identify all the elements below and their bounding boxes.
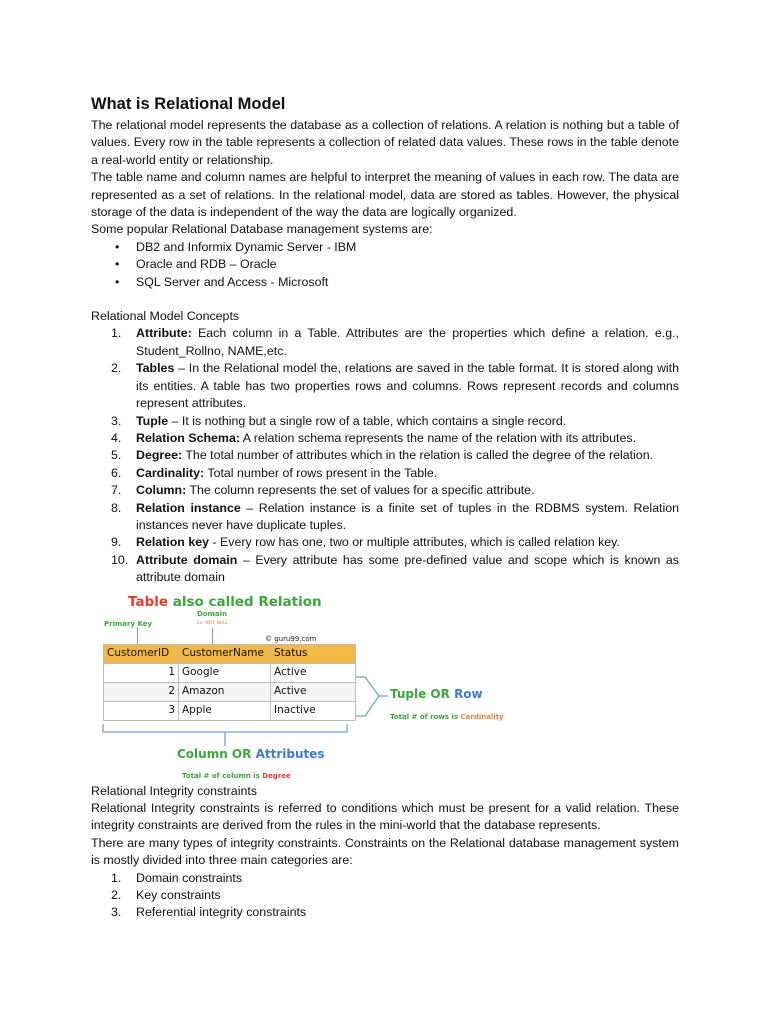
degree-text: Total # of column is (182, 771, 263, 780)
category-text: Domain constraints (136, 870, 243, 885)
list-item (91, 870, 679, 887)
column-bracket (103, 724, 347, 732)
item-number: 1. (111, 870, 122, 885)
table-cell: Active (271, 663, 356, 682)
concept-term: Attribute domain (136, 552, 238, 567)
item-number: 6. (111, 465, 122, 480)
relation-diagram (97, 593, 517, 783)
item-number: 1. (111, 326, 122, 341)
list-item (91, 500, 679, 535)
concepts-list (91, 325, 679, 586)
item-number: 4. (111, 430, 122, 445)
list-item (91, 482, 679, 499)
concept-term: Column: (136, 483, 187, 498)
category-text: Key constraints (136, 888, 221, 902)
column-header: Status (271, 644, 356, 663)
list-item (91, 534, 679, 551)
constraint-categories-list (91, 870, 679, 922)
concept-term: Degree: (136, 448, 183, 463)
domain-subtext: Ex. NOT NULL (197, 620, 229, 626)
domain-text: Domain (197, 609, 228, 618)
concept-text: Total number of rows present in the Table. (204, 465, 438, 480)
item-number: 3. (111, 413, 122, 428)
concept-text: – It is nothing but a single row of a table, which contains a single record. (168, 413, 567, 428)
intro-paragraph: The relational model represents the database as a collection of relations. A relation is nothing but a table of values. Every row in the table represents a collection of related data values. These rows in the table denote a real-world entity or relationship. (91, 118, 679, 167)
primary-key-label: Primary Key (104, 619, 153, 628)
column-label (177, 746, 325, 763)
concept-text: - Every row has one, two or multiple attributes, which is called relation key. (209, 535, 620, 550)
table-cell: 1 (104, 663, 179, 682)
item-number: 8. (111, 500, 122, 515)
table-cell: 3 (104, 701, 179, 720)
copyright-label: © guru99.com (265, 634, 317, 643)
concept-text: The column represents the set of values for a specific attribute. (186, 483, 535, 498)
list-item (91, 413, 679, 430)
list-item (91, 552, 679, 587)
concept-text: The total number of attributes which in the relation is called the degree of the relation. (182, 448, 654, 463)
list-item: • Oracle and RDB – Oracle (115, 256, 679, 273)
item-number: 10. (111, 552, 129, 567)
tuple-label (390, 686, 483, 703)
intro-paragraph: Some popular Relational Database management systems are: (91, 222, 433, 237)
integrity-paragraph: Relational Integrity constraints is referred to conditions which must be present for a valid relation. These integrity constraints are derived from the rules in the mini-world that the database represents. (91, 800, 679, 833)
concept-term: Relation instance (136, 500, 241, 515)
list-item: • SQL Server and Access - Microsoft (115, 274, 679, 291)
concept-term: Relation key (136, 535, 209, 550)
concept-term: Attribute: (136, 326, 192, 341)
list-item (91, 447, 679, 464)
column-text: Column OR (177, 746, 256, 761)
table-cell: Inactive (271, 701, 356, 720)
table-cell: Amazon (179, 682, 271, 701)
concept-term: Cardinality: (136, 465, 205, 480)
concept-term: Relation Schema: (136, 430, 240, 445)
integrity-paragraph: There are many types of integrity constraints. Constraints on the Relational database management system is mostly divided into three main categories are: (91, 835, 679, 868)
table-cell: 2 (104, 682, 179, 701)
item-number: 9. (111, 535, 122, 550)
list-item (91, 465, 679, 482)
attributes-text: Attributes (255, 746, 325, 761)
cardinality-note (390, 709, 504, 726)
diagram-title-relation: also called Relation (168, 593, 322, 610)
table-cell: Apple (179, 701, 271, 720)
integrity-heading: Relational Integrity constraints (91, 783, 257, 798)
concept-term: Tuple (136, 413, 169, 428)
rdbms-list (91, 239, 679, 291)
concept-text: – Every attribute has some pre-defined value and scope which is known as attribute domain (136, 552, 680, 585)
list-item: • DB2 and Informix Dynamic Server - IBM (115, 239, 679, 256)
item-number: 3. (111, 905, 122, 920)
table-cell: Active (271, 682, 356, 701)
item-number: 2. (111, 361, 122, 376)
category-text: Referential integrity constraints (136, 905, 307, 920)
cardinality-term: Cardinality (460, 712, 504, 721)
list-item (91, 325, 679, 360)
list-item (91, 360, 679, 412)
item-number: 7. (111, 483, 122, 498)
diagram-title-table: Table (128, 593, 169, 610)
row-bracket (356, 677, 379, 716)
concept-text: – Relation instance is a finite set of tuples in the RDBMS system. Relation instances never have duplicate tuples. (136, 500, 679, 532)
list-item (91, 904, 679, 921)
concept-text: – In the Relational model the, relations are saved in the table format. It is stored along with its entities. A table has two properties rows and columns. Rows represent records and columns represent attributes. (136, 361, 679, 411)
list-item (91, 887, 679, 904)
cardinality-text: Total # of rows is (390, 712, 461, 721)
concept-text: Each column in a Table. Attributes are the properties which define a relation. e.g., Student_Rollno, NAME,etc. (136, 326, 679, 358)
item-number: 2. (111, 888, 122, 902)
page-title: What is Relational Model (91, 95, 286, 113)
item-number: 5. (111, 448, 122, 463)
degree-term: Degree (262, 771, 291, 780)
degree-note (182, 768, 291, 785)
document-page (91, 93, 679, 922)
column-header: CustomerName (179, 644, 271, 663)
table-cell: Google (179, 663, 271, 682)
concept-text: A relation schema represents the name of the relation with its attributes. (239, 430, 637, 445)
row-text: Row (454, 686, 483, 701)
list-item (91, 430, 679, 447)
concept-term: Tables (136, 361, 175, 376)
intro-paragraph: The table name and column names are helpful to interpret the meaning of values in each row. The data are represented as a set of relations. In the relational model, data are stored as tables. However, the physical storage of the data is independent of the way the data are logically organized. (91, 170, 679, 220)
column-header: CustomerID (104, 644, 179, 663)
tuple-text: Tuple OR (390, 686, 455, 701)
concepts-heading: Relational Model Concepts (91, 309, 240, 324)
